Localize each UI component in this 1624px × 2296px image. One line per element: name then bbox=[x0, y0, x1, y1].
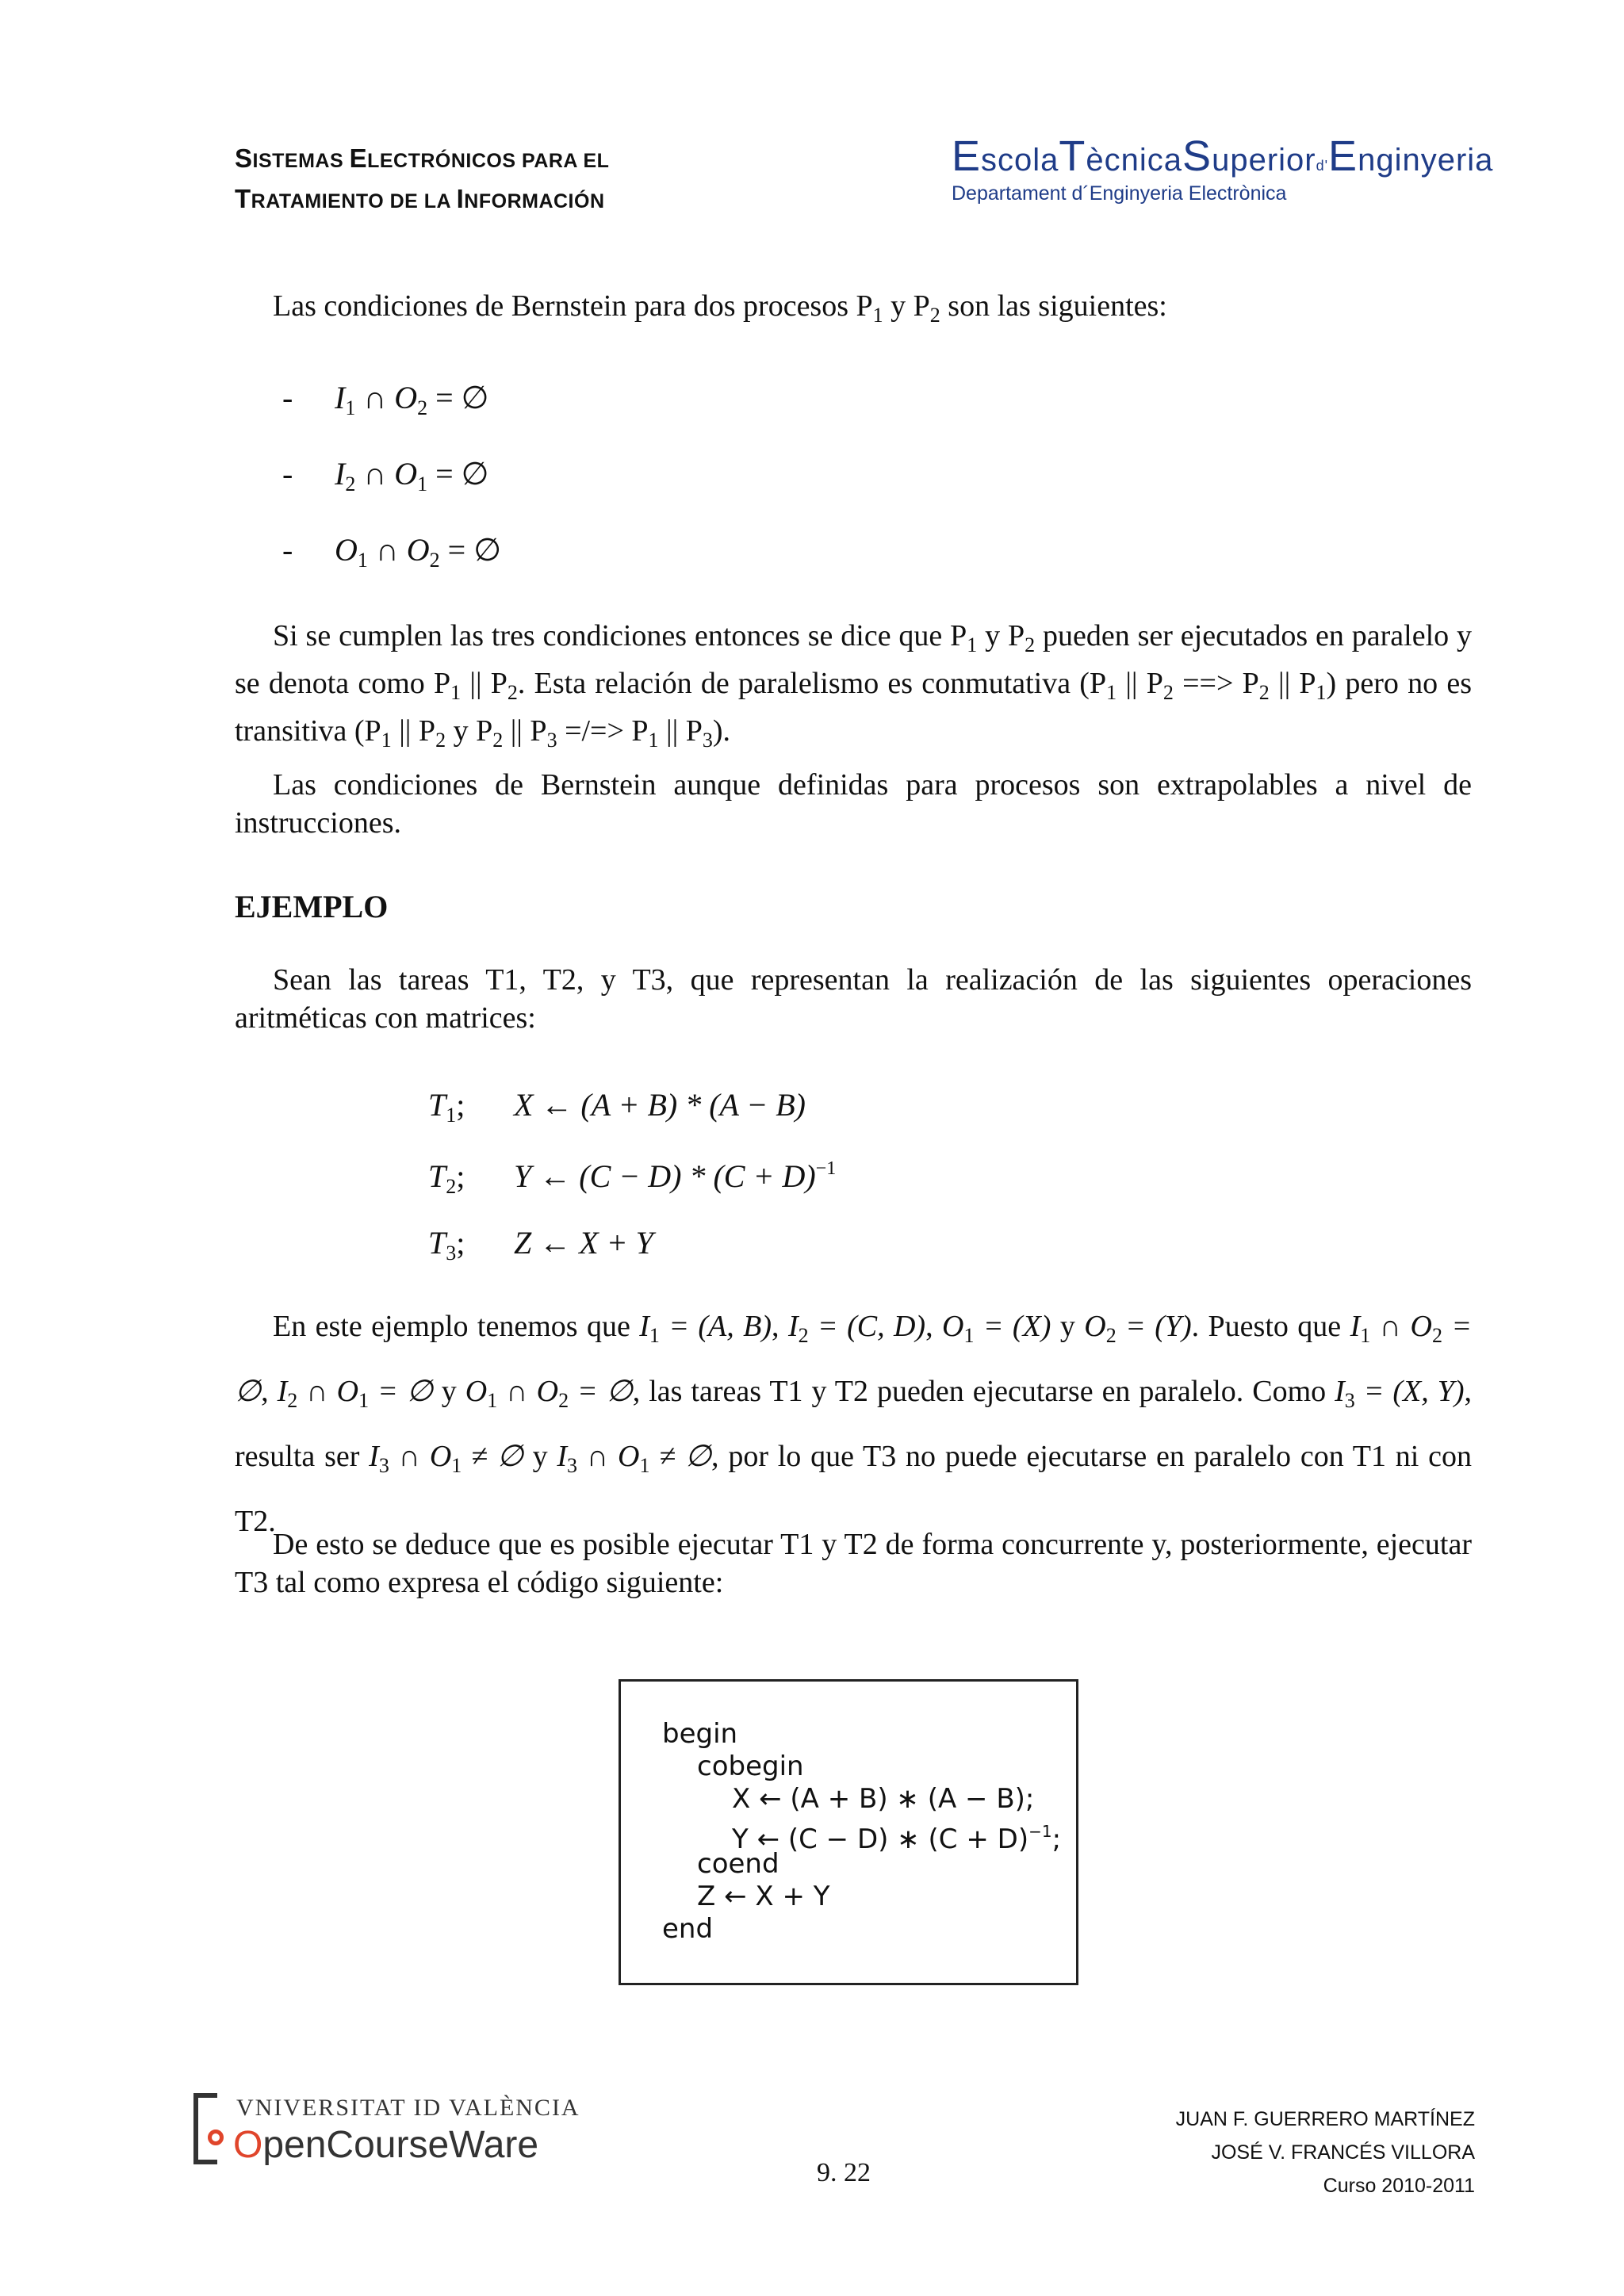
task-equation-1 bbox=[428, 1086, 806, 1127]
separator: ; bbox=[456, 1225, 465, 1261]
header-title-line-2 bbox=[235, 180, 609, 220]
subscript: 2 bbox=[345, 473, 356, 496]
math-text: = ∅ bbox=[235, 1310, 1473, 1408]
code-line: coend bbox=[697, 1848, 779, 1880]
subscript: 2 bbox=[558, 1389, 569, 1412]
logo-word: d' bbox=[1316, 158, 1329, 174]
math-var: T bbox=[428, 1087, 446, 1123]
text: y P bbox=[446, 714, 493, 748]
subscript: 1 bbox=[358, 1389, 370, 1412]
header-title-line-1 bbox=[235, 140, 609, 180]
math-text: = (Y) bbox=[1116, 1310, 1192, 1343]
logo-word: uperior bbox=[1212, 143, 1316, 178]
subscript: 1 bbox=[648, 729, 659, 752]
text: || P bbox=[1269, 667, 1316, 700]
math-var: I bbox=[335, 456, 346, 492]
subscript: 3 bbox=[567, 1454, 578, 1477]
code-line: Z ← X + Y bbox=[697, 1881, 830, 1912]
ocw-o: O bbox=[233, 2124, 263, 2166]
math-var: O bbox=[335, 532, 358, 568]
subscript: 2 bbox=[446, 1175, 457, 1198]
document-header-title bbox=[235, 140, 609, 220]
subscript: 2 bbox=[929, 304, 940, 327]
text: =/=> P bbox=[557, 714, 649, 748]
math-var: O bbox=[465, 1375, 488, 1408]
subscript: 1 bbox=[1360, 1324, 1371, 1347]
code-line: cobegin bbox=[697, 1751, 804, 1782]
math-text: = (C, D) bbox=[808, 1310, 926, 1343]
math-text: = (X, Y) bbox=[1354, 1375, 1465, 1408]
task-label bbox=[428, 1086, 514, 1127]
text: , bbox=[772, 1310, 788, 1343]
list-dash: - bbox=[282, 380, 293, 415]
math-var: I bbox=[277, 1375, 288, 1408]
section-heading: EJEMPLO bbox=[235, 889, 389, 924]
code-listing bbox=[619, 1679, 1078, 1985]
header-text: NFORMACIÓN bbox=[464, 190, 605, 212]
subscript: 3 bbox=[446, 1242, 457, 1265]
text: , resulta ser bbox=[235, 1375, 1473, 1473]
subscript: 2 bbox=[417, 396, 428, 419]
school-logo-name bbox=[952, 132, 1493, 181]
subscript: 2 bbox=[287, 1389, 298, 1412]
math-text: ∩ O bbox=[297, 1375, 359, 1408]
text: En este ejemplo tenemos que bbox=[273, 1310, 640, 1343]
subscript: 1 bbox=[381, 729, 392, 752]
paragraph-tasks: Sean las tareas T1, T2, y T3, que representan la realización de las siguientes operaciones aritméticas con matrices: bbox=[235, 963, 1472, 1035]
course-year: Curso 2010-2011 bbox=[1323, 2175, 1475, 2197]
page-number: 9. 22 bbox=[817, 2158, 871, 2187]
equation-expression: X ← (A + B) * (A − B) bbox=[514, 1087, 806, 1123]
logo-word: scola bbox=[981, 143, 1059, 178]
inline-math bbox=[1084, 1310, 1192, 1347]
operator: ∩ bbox=[355, 456, 395, 492]
bernstein-condition-1 bbox=[282, 379, 489, 420]
task-label bbox=[428, 1158, 514, 1199]
math-var: I bbox=[557, 1440, 568, 1473]
code-line: end bbox=[662, 1913, 714, 1945]
math-text: ∩ O bbox=[577, 1440, 640, 1473]
text: , bbox=[925, 1310, 943, 1343]
math-text: = (A, B) bbox=[659, 1310, 772, 1343]
subscript: 2 bbox=[1258, 681, 1270, 704]
logo-letter: E bbox=[952, 132, 982, 180]
text: || P bbox=[503, 714, 547, 748]
subscript: 3 bbox=[702, 729, 713, 752]
inline-math bbox=[787, 1310, 926, 1347]
separator: ; bbox=[456, 1087, 465, 1123]
subscript: 1 bbox=[345, 396, 356, 419]
text: Las condiciones de Bernstein para dos procesos P bbox=[273, 289, 873, 323]
code-text: ; bbox=[1051, 1823, 1062, 1855]
math-var: I bbox=[1335, 1375, 1345, 1408]
relation: = ∅ bbox=[427, 380, 489, 415]
subscript: 2 bbox=[492, 729, 504, 752]
subscript: 2 bbox=[1105, 1324, 1116, 1347]
math-text: ∩ O bbox=[1370, 1310, 1432, 1343]
subscript: 1 bbox=[487, 1389, 498, 1412]
subscript: 2 bbox=[1025, 633, 1036, 656]
task-equation-2 bbox=[428, 1158, 836, 1199]
subscript: 1 bbox=[451, 1454, 462, 1477]
superscript: −1 bbox=[815, 1158, 837, 1179]
logo-word: nginyeria bbox=[1358, 143, 1494, 178]
math-text: ≠ ∅ bbox=[649, 1440, 712, 1473]
math-var: I bbox=[639, 1310, 649, 1343]
text: , bbox=[261, 1375, 278, 1408]
code-text: Y ← (C − D) ∗ (C + D) bbox=[732, 1823, 1029, 1855]
author-2: JOSÉ V. FRANCÉS VILLORA bbox=[1211, 2141, 1475, 2164]
subscript: 1 bbox=[967, 633, 978, 656]
inline-math bbox=[369, 1440, 523, 1477]
text: . Esta relación de paralelismo es conmutativa (P bbox=[517, 667, 1107, 700]
header-text: ISTEMAS bbox=[252, 150, 350, 172]
subscript: 1 bbox=[450, 681, 462, 704]
logo-word: ècnica bbox=[1086, 143, 1183, 178]
ocw-wordmark bbox=[233, 2123, 538, 2167]
university-name: VNIVERSITAT ID VALÈNCIA bbox=[236, 2095, 580, 2121]
relation: = ∅ bbox=[439, 532, 502, 568]
subscript: 1 bbox=[446, 1104, 457, 1127]
cap-letter: I bbox=[456, 184, 465, 213]
subscript: 1 bbox=[963, 1324, 975, 1347]
math-text: = ∅ bbox=[369, 1375, 433, 1408]
cap-letter: E bbox=[349, 144, 368, 173]
operator: ∩ bbox=[367, 532, 407, 568]
subscript: 1 bbox=[357, 549, 368, 572]
subscript: 2 bbox=[429, 549, 440, 572]
subscript: 3 bbox=[378, 1454, 389, 1477]
code-line: X ← (A + B) ∗ (A − B); bbox=[732, 1783, 1035, 1815]
text: || P bbox=[1116, 667, 1163, 700]
subscript: 1 bbox=[649, 1324, 660, 1347]
task-equation-3 bbox=[428, 1224, 653, 1265]
text: , las tareas T1 y T2 pueden ejecutarse en paralelo. Como bbox=[632, 1375, 1335, 1408]
paragraph-parallel-relation bbox=[235, 617, 1472, 760]
inline-math bbox=[942, 1310, 1051, 1347]
math-text: = (X) bbox=[974, 1310, 1051, 1343]
inline-math bbox=[639, 1310, 772, 1347]
paragraph-concurrent: De esto se deduce que es posible ejecutar T1 y T2 de forma concurrente y, posteriormente, ejecutar T3 tal como expresa el código siguiente: bbox=[235, 1528, 1472, 1599]
subscript: 3 bbox=[1344, 1389, 1355, 1412]
text: Si se cumplen las tres condiciones entonces se dice que P bbox=[273, 619, 967, 652]
math-text: ∩ O bbox=[497, 1375, 559, 1408]
superscript: −1 bbox=[1028, 1822, 1052, 1841]
math-text: = ∅ bbox=[569, 1375, 633, 1408]
cap-letter: S bbox=[235, 144, 253, 173]
subscript: 3 bbox=[546, 729, 557, 752]
math-var: I bbox=[1350, 1310, 1361, 1343]
task-label bbox=[428, 1224, 514, 1265]
text: . Puesto que bbox=[1191, 1310, 1350, 1343]
text: , por lo que T3 no puede ejecutarse en paralelo con T1 ni con T2. bbox=[235, 1440, 1472, 1538]
department-name: Departament d´Enginyeria Electrònica bbox=[952, 182, 1287, 205]
cap-letter: T bbox=[235, 184, 251, 213]
text: son las siguientes: bbox=[940, 289, 1167, 323]
subscript: 1 bbox=[639, 1454, 650, 1477]
math-text: ≠ ∅ bbox=[462, 1440, 523, 1473]
inline-math bbox=[465, 1375, 633, 1412]
logo-letter: T bbox=[1059, 132, 1086, 180]
intro-paragraph bbox=[235, 287, 1472, 335]
relation: = ∅ bbox=[427, 456, 489, 492]
text: y P bbox=[883, 289, 930, 323]
code-line bbox=[732, 1816, 1061, 1856]
text: y bbox=[1051, 1310, 1085, 1343]
subscript: 2 bbox=[507, 681, 518, 704]
separator: ; bbox=[456, 1158, 465, 1194]
paragraph-extrapolation: Las condiciones de Bernstein aunque definidas para procesos son extrapolables a nivel de instrucciones. bbox=[235, 768, 1472, 840]
subscript: 1 bbox=[417, 473, 428, 496]
math-var: O bbox=[394, 380, 418, 415]
math-text: ∩ O bbox=[389, 1440, 452, 1473]
text: pueden ser ejecutados en paralelo y se denota como P bbox=[235, 619, 1472, 700]
list-dash: - bbox=[282, 532, 293, 568]
text: y P bbox=[977, 619, 1025, 652]
math-var: O bbox=[394, 456, 418, 492]
paragraph-example-analysis bbox=[235, 1299, 1472, 1549]
math-var: T bbox=[428, 1225, 446, 1261]
subscript: 2 bbox=[1162, 681, 1174, 704]
text: ==> P bbox=[1173, 667, 1259, 700]
authors-block bbox=[1176, 2103, 1475, 2202]
ocw-rest: penCourseWare bbox=[262, 2124, 539, 2166]
text: || P bbox=[658, 714, 703, 748]
operator: ∩ bbox=[355, 380, 395, 415]
inline-math bbox=[277, 1375, 433, 1412]
equation-expression: Y ← (C − D) * (C + D) bbox=[514, 1158, 816, 1194]
math-var: O bbox=[406, 532, 430, 568]
subscript: 1 bbox=[872, 304, 883, 327]
code-line: begin bbox=[662, 1718, 738, 1750]
logo-bracket-icon bbox=[193, 2093, 217, 2164]
subscript: 2 bbox=[798, 1324, 809, 1347]
text: || P bbox=[461, 667, 508, 700]
list-dash: - bbox=[282, 456, 293, 492]
inline-math bbox=[557, 1440, 712, 1477]
math-var: T bbox=[428, 1158, 446, 1194]
subscript: 2 bbox=[435, 729, 446, 752]
subscript: 2 bbox=[1431, 1324, 1442, 1347]
subscript: 1 bbox=[1106, 681, 1117, 704]
text: ) pero no es transitiva (P bbox=[235, 667, 1472, 748]
math-var: I bbox=[787, 1310, 799, 1343]
bernstein-condition-3 bbox=[282, 531, 501, 572]
text: y bbox=[523, 1440, 557, 1473]
inline-math bbox=[1335, 1375, 1465, 1412]
text: y bbox=[432, 1375, 465, 1408]
text: || P bbox=[391, 714, 436, 748]
author-1: JUAN F. GUERRERO MARTÍNEZ bbox=[1175, 2108, 1475, 2130]
logo-letter: E bbox=[1328, 132, 1358, 180]
logo-ring-icon bbox=[208, 2130, 224, 2145]
header-text: RATAMIENTO DE LA bbox=[251, 190, 457, 212]
math-var: I bbox=[369, 1440, 379, 1473]
text: ). bbox=[712, 714, 731, 748]
bernstein-condition-2 bbox=[282, 455, 489, 496]
subscript: 1 bbox=[1316, 681, 1327, 704]
school-logo bbox=[952, 132, 1493, 205]
math-var: O bbox=[942, 1310, 964, 1343]
math-var: I bbox=[335, 380, 346, 415]
math-var: O bbox=[1084, 1310, 1106, 1343]
equation-expression: Z ← X + Y bbox=[514, 1225, 653, 1261]
logo-letter: S bbox=[1182, 132, 1212, 180]
header-text: LECTRÓNICOS PARA EL bbox=[367, 150, 610, 172]
